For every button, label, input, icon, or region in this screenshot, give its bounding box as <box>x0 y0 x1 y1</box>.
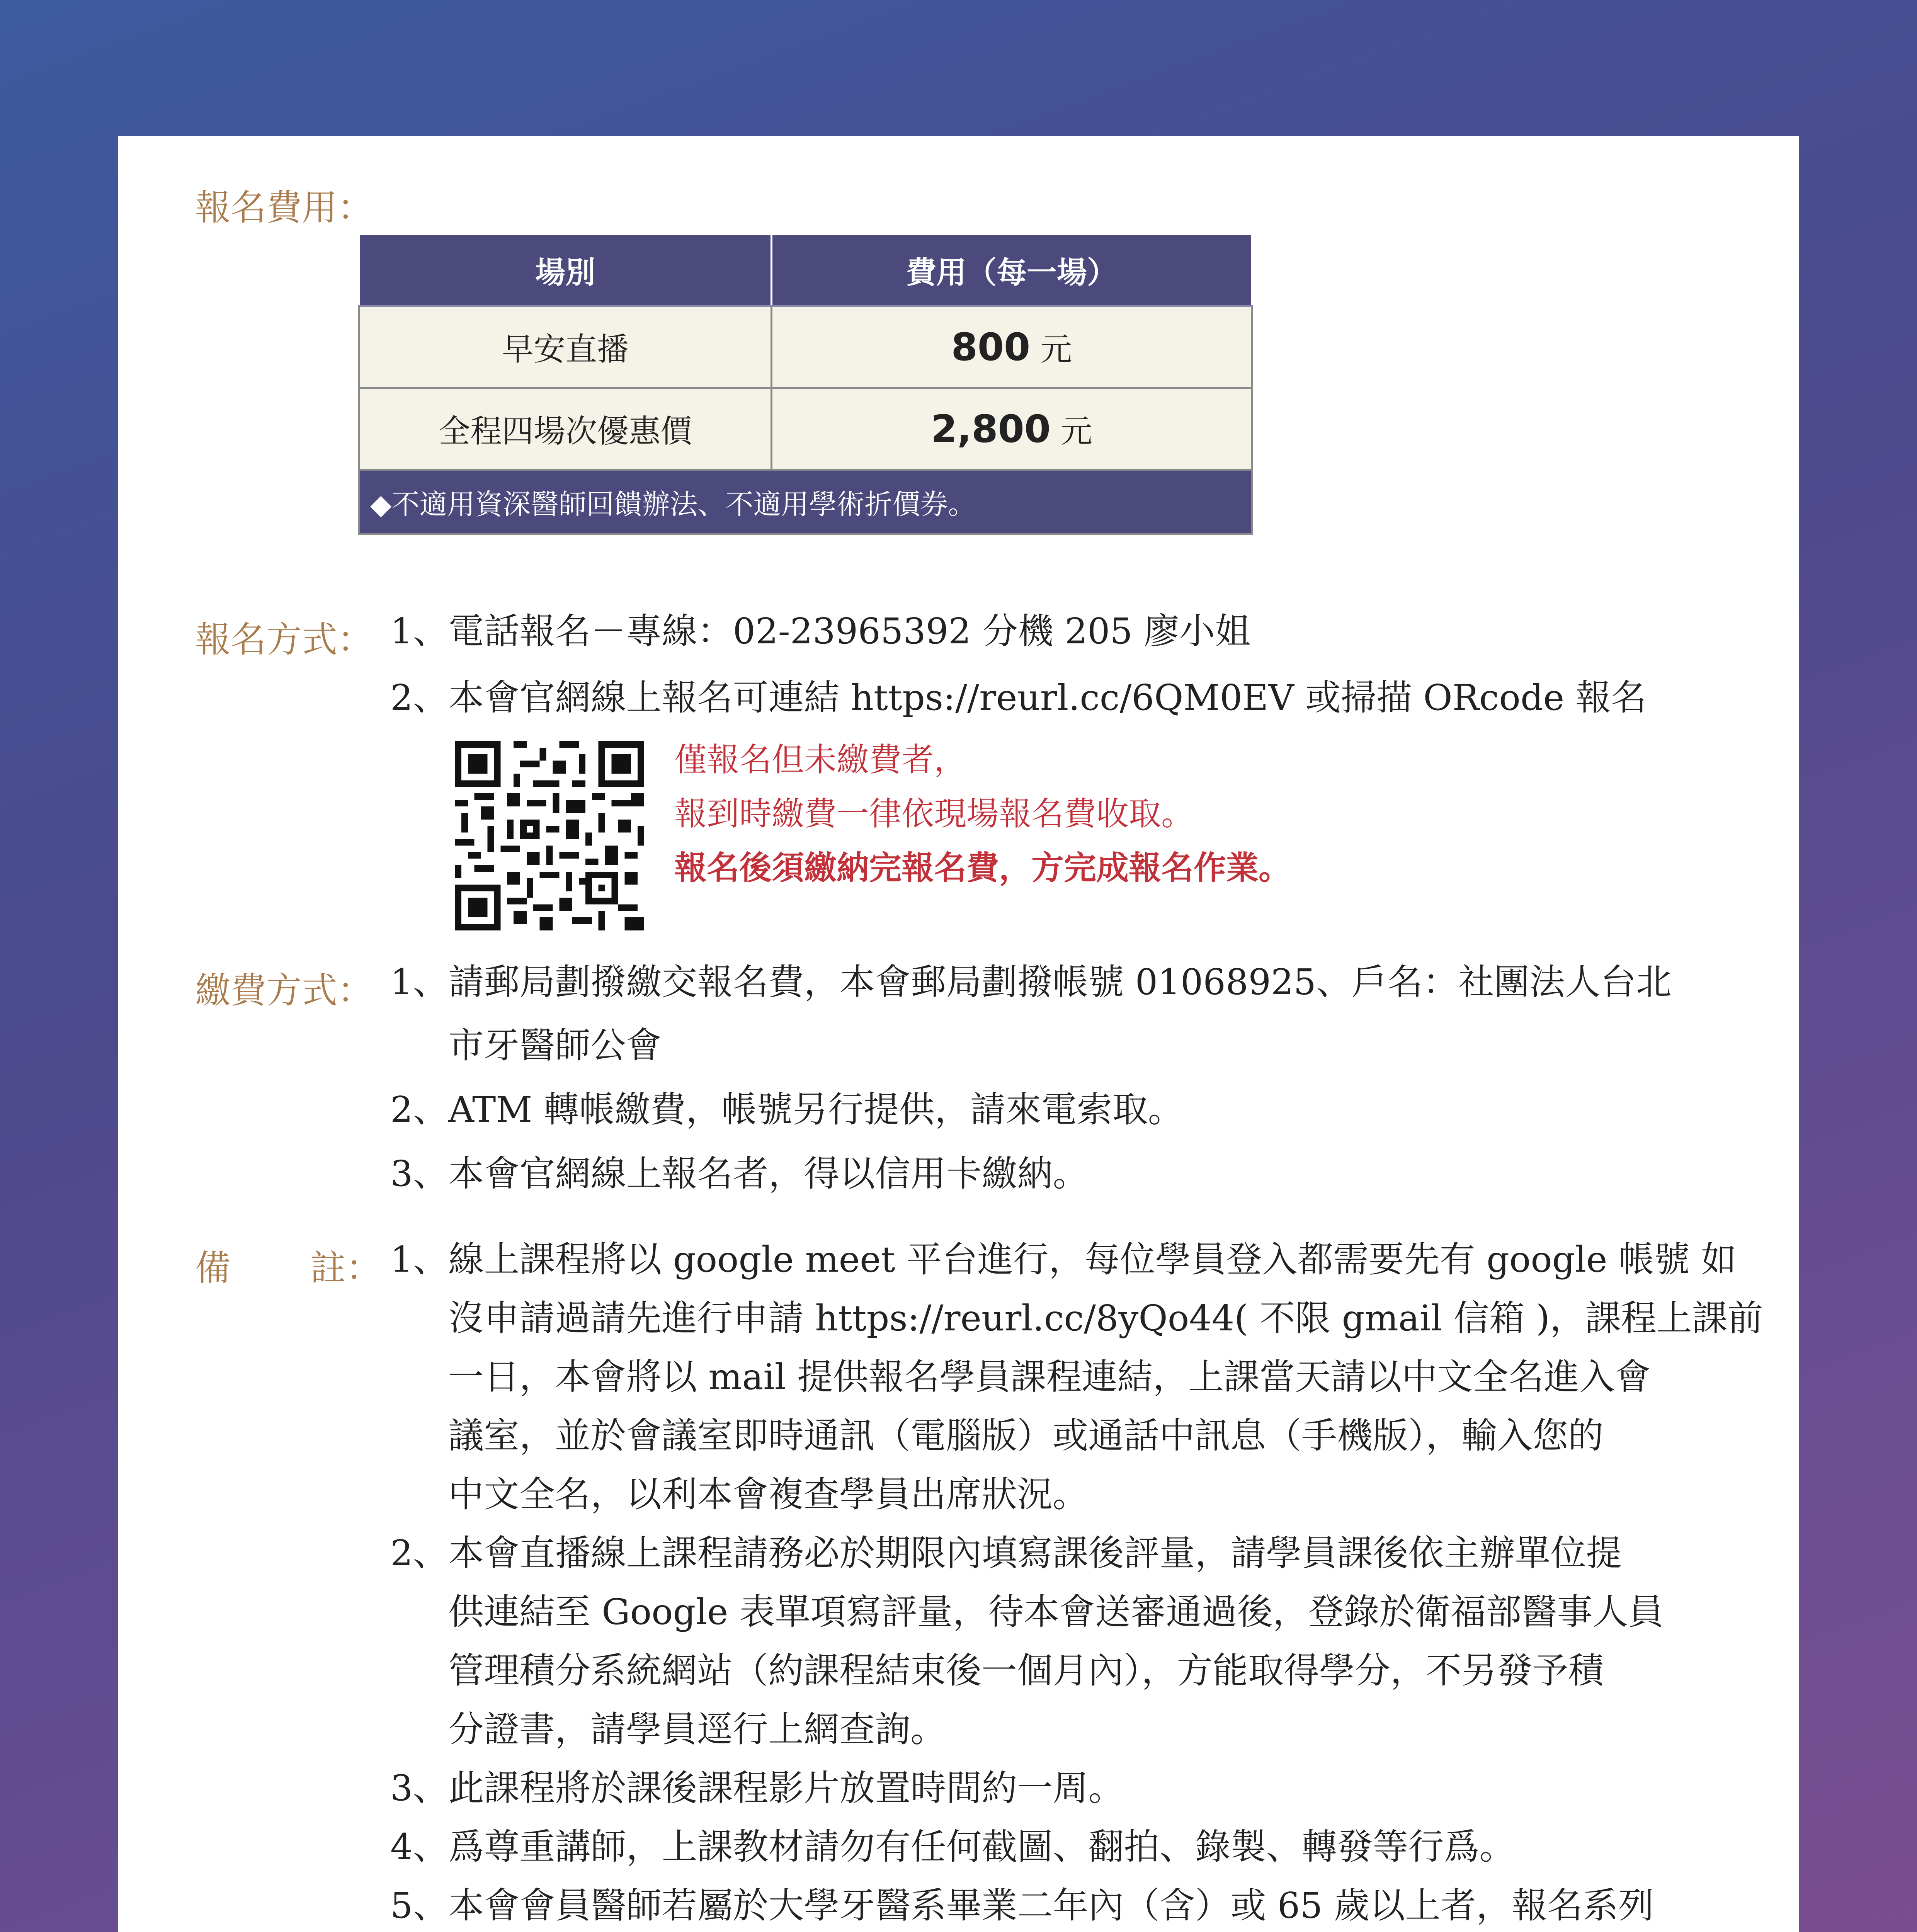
notes-line: 管理積分系統網站（約課程結束後一個月內），方能取得學分，不另發予積 <box>448 1650 1604 1691</box>
notes-line: 3、此課程將於課後課程影片放置時間約一周。 <box>390 1767 1124 1809</box>
notes-line: 一日，本會將以 mail 提供報名學員課程連結，上課當天請以中文全名進入會 <box>448 1356 1651 1398</box>
qr-code-icon[interactable] <box>455 741 644 930</box>
fee-row-name: 全程四場次優惠價 <box>359 388 772 470</box>
document-page <box>118 136 1799 1932</box>
notes-line: 5、本會會員醫師若屬於大學牙醫系畢業二年內（含）或 65 歲以上者，報名系列 <box>390 1885 1654 1926</box>
registration-label: 報名方式： <box>195 619 373 660</box>
notes-line: 1、線上課程將以 google meet 平台進行，每位學員登入都需要先有 google 帳號 如 <box>390 1239 1737 1280</box>
registration-warning-2: 報到時繳費一律依現場報名費收取。 <box>674 795 1194 833</box>
table-row <box>359 306 1252 388</box>
fee-amount: 800 <box>951 325 1031 369</box>
fee-unit: 元 <box>1040 331 1072 368</box>
notes-line: 分證書，請學員逕行上網查詢。 <box>448 1709 946 1750</box>
payment-item-card: 3、本會官網線上報名者，得以信用卡繳納。 <box>390 1153 1089 1194</box>
fee-note: ◆不適用資深醫師回饋辦法、不適用學術折價券。 <box>359 470 1252 534</box>
registration-item-phone: 1、電話報名－專線：02-23965392 分機 205 廖小姐 <box>390 611 1251 652</box>
fee-header-price: 費用（每一場） <box>772 235 1252 306</box>
notes-line: 2、本會直播線上課程請務必於期限內填寫課後評量，請學員課後依主辦單位提 <box>390 1532 1622 1574</box>
notes-line: 議室，並於會議室即時通訊（電腦版）或通話中訊息（手機版），輸入您的 <box>448 1415 1604 1456</box>
fee-unit: 元 <box>1061 413 1093 450</box>
notes-label-a: 備 <box>195 1247 231 1289</box>
fee-header-session: 場別 <box>359 235 772 306</box>
notes-line: 4、爲尊重講師，上課教材請勿有任何截圖、翻拍、錄製、轉發等行爲。 <box>390 1826 1515 1867</box>
fee-row-name: 早安直播 <box>359 306 772 388</box>
registration-item-online: 2、本會官網線上報名可連結 https://reurl.cc/6QM0EV 或掃描 ORcode 報名 <box>390 677 1647 718</box>
fee-row-price <box>772 306 1252 388</box>
fee-row-price <box>772 388 1252 470</box>
notes-line: 中文全名，以利本會複查學員出席狀況。 <box>448 1474 1089 1515</box>
payment-item-atm: 2、ATM 轉帳繳費，帳號另行提供，請來電索取。 <box>390 1089 1184 1130</box>
fee-amount: 2,800 <box>930 407 1051 451</box>
registration-warning-3: 報名後須繳納完報名費，方完成報名作業。 <box>674 849 1291 887</box>
registration-warning-1: 僅報名但未繳費者， <box>674 741 967 779</box>
fees-label: 報名費用： <box>195 187 373 228</box>
notes-line: 沒申請過請先進行申請 https://reurl.cc/8yQo44( 不限 gmail 信箱 )，課程上課前 <box>448 1298 1763 1339</box>
payment-label: 繳費方式： <box>195 970 373 1011</box>
payment-item-postal: 1、請郵局劃撥繳交報名費，本會郵局劃撥帳號 01068925、戶名：社團法人台北 <box>390 961 1672 1003</box>
fee-table <box>358 233 1253 535</box>
payment-item-postal-cont: 市牙醫師公會 <box>448 1025 662 1066</box>
table-row <box>359 388 1252 470</box>
notes-line: 供連結至 Google 表單項寫評量，待本會送審通過後，登錄於衛福部醫事人員 <box>448 1591 1664 1633</box>
notes-label-b: 註： <box>310 1247 382 1289</box>
